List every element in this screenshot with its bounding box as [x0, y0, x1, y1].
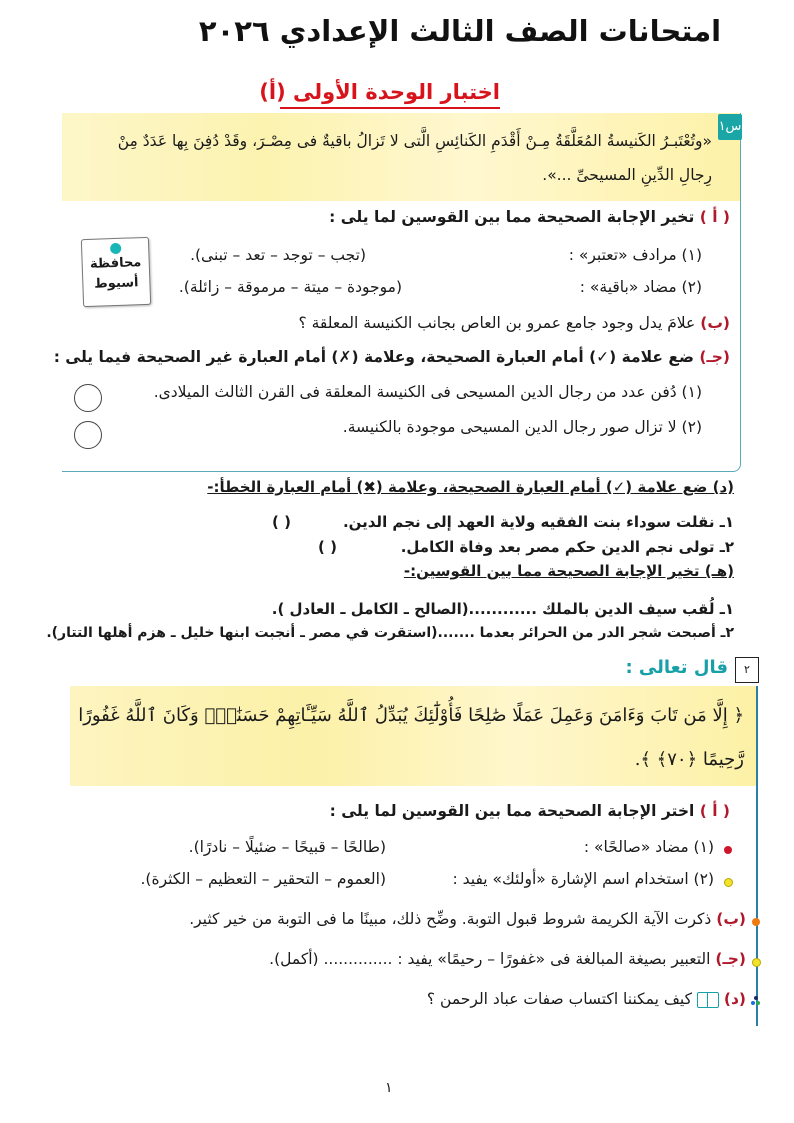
passage-line-1: «وتُعْتَبـرُ الكَنيسةُ المُعَلَّقَةُ مِـنْ أَقْدَمِ الكَنائِسِ الَّتى لا تَزالُ باقيةٌ فى مِصْـرَ، وقَدْ دُفِنَ بِها عَدَدٌ مِنْ	[117, 132, 712, 150]
q1-part-a-heading	[329, 208, 730, 226]
q2-a-item-2-choices: (العموم – التحقير – التعظيم – الكثرة).	[140, 870, 386, 888]
part-text: التعبير بصيغة المبالغة فى «غفورًا – رحيمًا» يفيد : .............. (أكمل).	[269, 950, 711, 968]
colored-dots-icon	[751, 996, 761, 1006]
part-text: تخير الإجابة الصحيحة مما بين القوسين لما يلى :	[329, 208, 695, 226]
part-text: ذكرت الآية الكريمة شروط قبول التوبة. وضِّح ذلك، مبينًا ما فى التوبة من خير كثير.	[189, 910, 712, 928]
yellow-bullet-icon	[752, 958, 761, 967]
governorate-note	[81, 237, 151, 307]
q1-c-statement-2: (٢) لا تزال صور رجال الدين المسيحى موجودة بالكنيسة.	[342, 418, 702, 436]
part-label: (ب)	[700, 314, 730, 332]
q1-d-statement-2: ٢ـ تولى نجم الدين حكم مصر بعد وفاة الكامل.	[400, 538, 734, 556]
reading-passage	[72, 124, 712, 192]
section-divider-line	[756, 686, 758, 1026]
q1-d-answer-blank-2[interactable]: ( )	[318, 538, 337, 556]
q2-part-a-heading	[330, 802, 730, 820]
part-text: اختر الإجابة الصحيحة مما بين القوسين لما يلى :	[329, 802, 695, 820]
q1-a-item-1-choices: (تجب – توجد – تعد – تبنى).	[190, 246, 366, 264]
pin-icon	[109, 243, 120, 254]
part-label: (ب)	[716, 910, 746, 928]
part-label: (جـ)	[715, 950, 746, 968]
book-icon	[697, 992, 719, 1008]
q1-a-item-2-choices: (موجودة – ميتة – مرموقة – زائلة).	[178, 278, 402, 296]
part-text: ضع علامة (✓) أمام العبارة الصحيحة، وعلامة (✗) أمام العبارة غير الصحيحة فيما يلى :	[53, 348, 694, 366]
verse-line-2: رَّحِيمًا ﴿٧٠﴾ ﴾.	[634, 749, 744, 770]
q2-a-item-1-question: (١) مضاد «صالحًا» :	[583, 838, 714, 856]
question-1-badge: س١	[718, 114, 742, 140]
verse-intro: قال تعالى :	[625, 657, 728, 678]
quran-verse	[80, 694, 744, 782]
q1-a-item-1-question: (١) مرادف «تعتبر» :	[568, 246, 702, 264]
q2-part-d	[427, 990, 746, 1008]
q1-part-c-heading	[54, 348, 730, 366]
part-label: (د)	[723, 990, 746, 1008]
q1-d-statement-1: ١ـ نقلت سوداء بنت الفقيه ولاية العهد إلى نجم الدين.	[342, 513, 734, 531]
q1-e-item-1: ١ـ لُقب سيف الدين بالملك ............(الصالح ـ الكامل ـ العادل ).	[271, 600, 734, 618]
q1-c-statement-1: (١) دُفن عدد من رجال الدين المسيحى فى الكنيسة المعلقة فى القرن الثالث الميلادى.	[153, 383, 702, 401]
exam-main-title: امتحانات الصف الثالث الإعدادي ٢٠٢٦	[198, 14, 722, 48]
answer-circle-1[interactable]	[74, 384, 102, 412]
q1-e-item-2: ٢ـ أصبحت شجر الدر من الحرائر بعدما .......(استقرت في مصر ـ أنجبت ابنها خليل ـ هزم أهلها التتار).	[46, 625, 734, 641]
q1-a-item-2-question: (٢) مضاد «باقية» :	[579, 278, 702, 296]
red-bullet-icon	[724, 846, 732, 854]
verse-line-1: ﴿ إِلَّا مَن تَابَ وَءَامَنَ وَعَمِلَ عَمَلًا صَٰلِحًا فَأُوْلَٰٓئِكَ يُبَدِّلُ ٱللَّهُ سَيِّـَٔاتِهِمْ حَسَنَٰتٍۗ وَكَانَ ٱللَّهُ غَفُورًا	[78, 705, 744, 726]
unit-test-title: اختبار الوحدة الأولى (أ)	[280, 80, 500, 109]
q1-part-b	[298, 314, 730, 332]
answer-circle-2[interactable]	[74, 421, 102, 449]
q1-part-e-heading: (هـ) تخير الإجابة الصحيحة مما بين القوسين:-	[403, 562, 734, 580]
part-label: (جـ)	[699, 348, 730, 366]
q1-d-answer-blank-1[interactable]: ( )	[272, 513, 291, 531]
page-number: ١	[385, 1080, 393, 1096]
q2-a-item-2-question: (٢) استخدام اسم الإشارة «أولئك» يفيد :	[452, 870, 714, 888]
q1-part-d-heading: (د) ضع علامة (✓) أمام العبارة الصحيحة، وعلامة (✖) أمام العبارة الخطأ:-	[207, 478, 734, 496]
part-text: علامَ يدل وجود جامع عمرو بن العاص بجانب الكنيسة المعلقة ؟	[298, 314, 696, 332]
part-text: كيف يمكننا اكتساب صفات عباد الرحمن ؟	[426, 990, 692, 1008]
part-label: ( أ )	[699, 802, 730, 820]
note-line-2: أسيوط	[94, 275, 139, 292]
yellow-bullet-icon	[724, 878, 733, 887]
question-2-badge: ٢	[735, 657, 759, 683]
q2-a-item-1-choices: (طالحًا – قبيحًا – ضئيلًا – نادرًا).	[188, 838, 386, 856]
q2-part-c	[269, 950, 746, 968]
note-line-1: محافظة	[89, 255, 142, 272]
orange-bullet-icon	[752, 918, 760, 926]
part-label: ( أ )	[699, 208, 730, 226]
q2-part-b	[189, 910, 746, 928]
passage-line-2: رِجالِ الدِّينِ المسيحىِّ ...».	[542, 166, 712, 184]
